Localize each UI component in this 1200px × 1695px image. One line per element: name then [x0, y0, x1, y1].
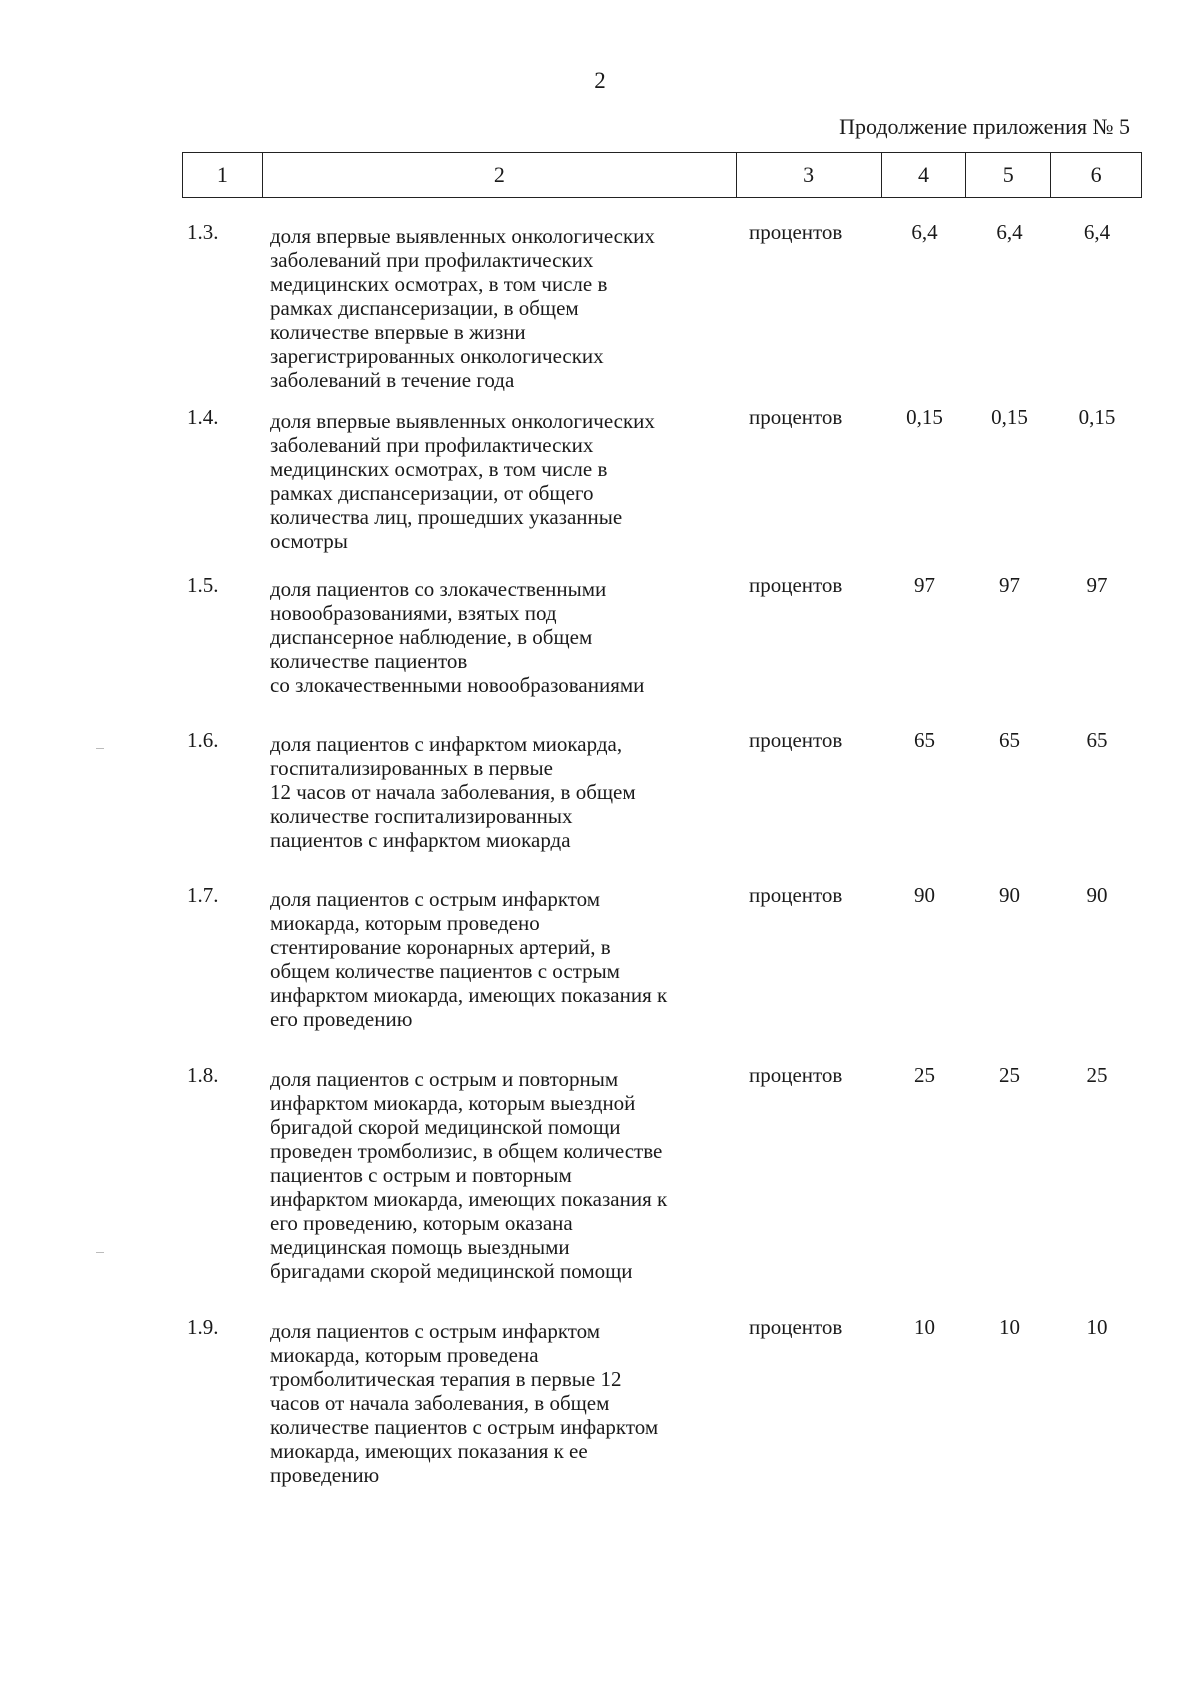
desc-line: осмотры	[270, 529, 348, 553]
row-number: 1.4.	[187, 405, 219, 429]
desc-line: его проведению, которым оказана	[270, 1211, 573, 1235]
table-row	[182, 1063, 1142, 1315]
desc-line: пациентов с острым и повторным	[270, 1163, 572, 1187]
desc-line: бригадой скорой медицинской помощи	[270, 1115, 621, 1139]
desc-line: рамках диспансеризации, в общем	[270, 296, 579, 320]
row-value-col6: 25	[1086, 1063, 1108, 1087]
desc-line: рамках диспансеризации, от общего	[270, 481, 594, 505]
table-row	[182, 220, 1142, 405]
row-value-col5: 0,15	[991, 405, 1028, 429]
row-value-col6: 6,4	[1083, 220, 1111, 244]
desc-line: 12 часов от начала заболевания, в общем	[270, 780, 636, 804]
desc-line: количестве впервые в жизни	[270, 320, 526, 344]
table-body	[182, 220, 1142, 1505]
desc-line: новообразованиями, взятых под	[270, 601, 557, 625]
row-unit: процентов	[749, 405, 843, 429]
row-unit: процентов	[749, 220, 843, 244]
desc-line: заболеваний при профилактических	[270, 433, 594, 457]
table-header	[182, 152, 1142, 198]
row-value-col4: 97	[914, 573, 935, 597]
desc-line: тромболитическая терапия в первые 12	[270, 1367, 622, 1391]
table-row	[182, 573, 1142, 728]
desc-line: инфарктом миокарда, имеющих показания к	[270, 1187, 668, 1211]
row-unit: процентов	[749, 728, 843, 752]
row-value-col4: 10	[914, 1315, 935, 1339]
row-number: 1.3.	[187, 220, 219, 244]
table-row	[182, 405, 1142, 573]
row-unit: процентов	[749, 883, 843, 907]
row-value-col5: 10	[999, 1315, 1020, 1339]
row-number: 1.5.	[187, 573, 219, 597]
desc-line: доля впервые выявленных онкологических	[270, 409, 655, 433]
desc-line: зарегистрированных онкологических	[270, 344, 604, 368]
desc-line: медицинская помощь выездными	[270, 1235, 570, 1259]
desc-line: количестве пациентов с острым инфарктом	[270, 1415, 659, 1439]
row-value-col6: 65	[1086, 728, 1108, 752]
desc-line: инфарктом миокарда, имеющих показания к	[270, 983, 668, 1007]
scan-speck	[96, 748, 104, 749]
desc-line: медицинских осмотрах, в том числе в	[270, 272, 608, 296]
row-value-col5: 6,4	[996, 220, 1023, 244]
row-value-col4: 25	[914, 1063, 935, 1087]
desc-line: госпитализированных в первые	[270, 756, 553, 780]
desc-line: количестве госпитализированных	[270, 804, 573, 828]
desc-line: количестве пациентов	[270, 649, 468, 673]
row-value-col6: 90	[1086, 883, 1108, 907]
desc-line: стентирование коронарных артерий, в	[270, 935, 611, 959]
scan-speck	[96, 1252, 104, 1253]
header-col-1: 1	[183, 153, 263, 197]
desc-line: доля пациентов с острым и повторным	[270, 1067, 619, 1091]
desc-line: миокарда, которым проведена	[270, 1343, 539, 1367]
desc-line: проведению	[270, 1463, 380, 1487]
row-number: 1.9.	[187, 1315, 219, 1339]
desc-line: доля впервые выявленных онкологических	[270, 224, 655, 248]
row-number: 1.7.	[187, 883, 219, 907]
row-value-col6: 97	[1086, 573, 1108, 597]
header-col-4: 4	[882, 153, 967, 197]
desc-line: медицинских осмотрах, в том числе в	[270, 457, 608, 481]
row-value-col4: 90	[914, 883, 935, 907]
header-col-5: 5	[966, 153, 1051, 197]
desc-line: общем количестве пациентов с острым	[270, 959, 620, 983]
row-description	[262, 405, 737, 573]
desc-line: бригадами скорой медицинской помощи	[270, 1259, 633, 1283]
row-number: 1.6.	[187, 728, 219, 752]
desc-line: пациентов с инфарктом миокарда	[270, 828, 571, 852]
row-description	[262, 573, 737, 728]
header-col-3: 3	[737, 153, 882, 197]
desc-line: доля пациентов с инфарктом миокарда,	[270, 732, 623, 756]
row-unit: процентов	[749, 1063, 843, 1087]
desc-line: инфарктом миокарда, которым выездной	[270, 1091, 636, 1115]
desc-line: заболеваний в течение года	[270, 368, 515, 392]
row-unit: процентов	[749, 1315, 843, 1339]
desc-line: количества лиц, прошедших указанные	[270, 505, 623, 529]
row-value-col5: 25	[999, 1063, 1020, 1087]
row-description	[262, 220, 737, 405]
desc-line: миокарда, которым проведено	[270, 911, 540, 935]
row-value-col4: 65	[914, 728, 935, 752]
desc-line: доля пациентов со злокачественными	[270, 577, 607, 601]
row-value-col4: 6,4	[911, 220, 938, 244]
row-unit: процентов	[749, 573, 843, 597]
table-row	[182, 728, 1142, 883]
row-value-col6: 0,15	[1078, 405, 1116, 429]
row-value-col5: 97	[999, 573, 1020, 597]
header-col-6: 6	[1090, 162, 1102, 187]
row-value-col6: 10	[1086, 1315, 1108, 1339]
row-number: 1.8.	[187, 1063, 219, 1087]
desc-line: проведен тромболизис, в общем количестве	[270, 1139, 663, 1163]
desc-line: со злокачественными новообразованиями	[270, 673, 645, 697]
header-col-2: 2	[263, 153, 737, 197]
desc-line: заболеваний при профилактических	[270, 248, 594, 272]
desc-line: доля пациентов с острым инфарктом	[270, 887, 601, 911]
table-row	[182, 883, 1142, 1063]
row-description	[262, 1315, 737, 1505]
row-value-col4: 0,15	[906, 405, 943, 429]
row-value-col5: 65	[999, 728, 1020, 752]
appendix-continuation-title: Продолжение приложения № 5	[839, 114, 1130, 139]
table-row	[182, 1315, 1142, 1505]
desc-line: миокарда, имеющих показания к ее	[270, 1439, 588, 1463]
row-description	[262, 883, 737, 1063]
row-description	[262, 1063, 737, 1315]
desc-line: диспансерное наблюдение, в общем	[270, 625, 593, 649]
desc-line: его проведению	[270, 1007, 413, 1031]
row-description	[262, 728, 737, 883]
desc-line: доля пациентов с острым инфарктом	[270, 1319, 601, 1343]
desc-line: часов от начала заболевания, в общем	[270, 1391, 610, 1415]
row-value-col5: 90	[999, 883, 1020, 907]
page-number: 2	[594, 68, 606, 93]
